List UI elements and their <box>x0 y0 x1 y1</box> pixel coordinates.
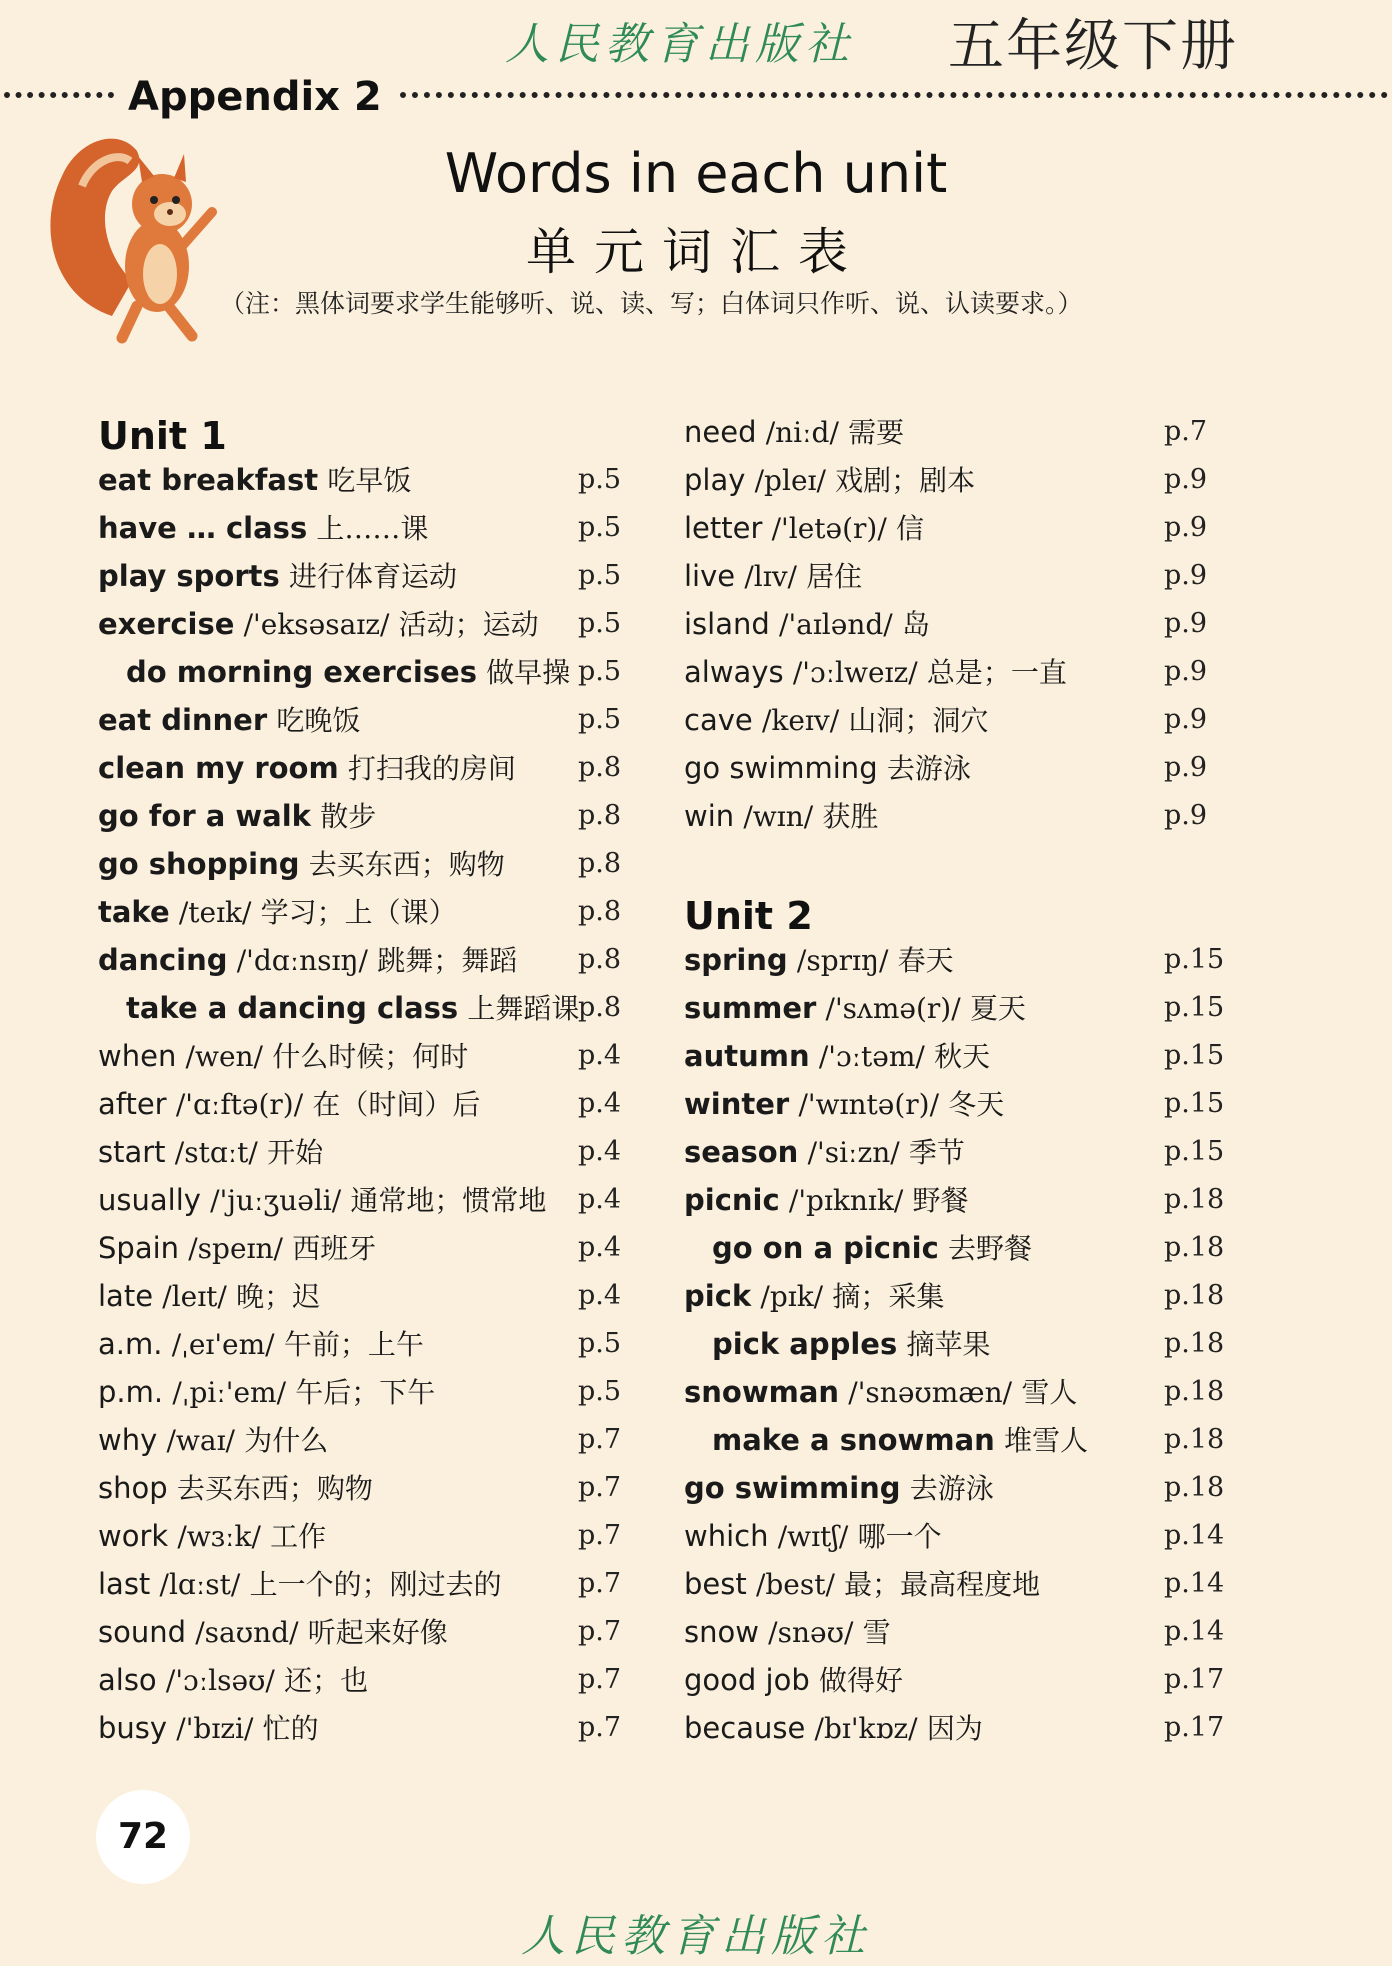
vocab-word: eat dinner <box>98 703 268 737</box>
vocab-meaning: 打扫我的房间 <box>347 752 516 785</box>
vocab-meaning: 摘苹果 <box>906 1328 991 1361</box>
vocab-word: autumn <box>684 1039 810 1073</box>
vocab-meaning: 上舞蹈课 <box>467 992 580 1025</box>
vocab-phonetic: /'letə(r)/ <box>771 512 887 545</box>
vocab-word: have … class <box>98 511 308 545</box>
vocab-meaning: 忙的 <box>262 1712 319 1745</box>
vocab-entry <box>684 408 1224 456</box>
vocab-page: p.7 <box>578 1664 622 1695</box>
vocab-page: p.8 <box>578 752 622 783</box>
vocab-entry <box>98 1320 622 1368</box>
vocab-entry <box>684 744 1224 792</box>
vocab-page: p.4 <box>578 1136 622 1167</box>
spacer <box>684 840 1224 888</box>
vocab-entry <box>684 1032 1224 1080</box>
vocab-page: p.8 <box>578 944 622 975</box>
vocab-phonetic: /saʊnd/ <box>195 1616 299 1649</box>
vocab-page: p.14 <box>1164 1616 1225 1647</box>
vocab-page: p.4 <box>578 1040 622 1071</box>
vocab-page: p.18 <box>1164 1328 1225 1359</box>
vocab-entry <box>98 744 622 792</box>
appendix-header <box>0 74 1392 120</box>
vocab-word: pick <box>684 1279 752 1313</box>
vocab-meaning: 什么时候；何时 <box>272 1040 469 1073</box>
vocab-entry <box>98 1176 622 1224</box>
vocab-entry <box>98 1368 622 1416</box>
vocab-page: p.9 <box>1164 608 1208 639</box>
vocab-phonetic: /'eksəsaɪz/ <box>243 608 390 641</box>
vocab-phonetic: /bɪ'kɒz/ <box>814 1712 918 1745</box>
vocab-meaning: 活动；运动 <box>398 608 539 641</box>
vocab-entry <box>98 1224 622 1272</box>
vocab-page: p.4 <box>578 1232 622 1263</box>
vocab-word: pick apples <box>712 1327 898 1361</box>
vocab-word: shop <box>98 1471 168 1505</box>
vocab-page: p.18 <box>1164 1424 1225 1455</box>
vocab-meaning: 秋天 <box>934 1040 991 1073</box>
vocab-word: season <box>684 1135 799 1169</box>
vocab-phonetic: /'wɪntə(r)/ <box>798 1088 940 1121</box>
vocab-entry <box>684 1512 1224 1560</box>
vocab-entry <box>684 936 1224 984</box>
vocab-meaning: 山洞；洞穴 <box>848 704 989 737</box>
vocab-phonetic: /lɑːst/ <box>159 1568 241 1601</box>
vocab-word: take a dancing class <box>126 991 459 1025</box>
grade-title: 五年级下册 <box>948 14 1238 79</box>
right-column <box>684 408 1224 1752</box>
vocab-meaning: 进行体育运动 <box>288 560 457 593</box>
vocab-meaning: 还；也 <box>284 1664 369 1697</box>
vocab-word: go on a picnic <box>712 1231 939 1265</box>
vocab-word: Spain <box>98 1231 180 1265</box>
vocab-meaning: 开始 <box>267 1136 324 1169</box>
vocab-entry <box>98 1512 622 1560</box>
vocab-word: live <box>684 559 736 593</box>
vocab-entry <box>684 984 1224 1032</box>
vocab-meaning: 在（时间）后 <box>312 1088 481 1121</box>
vocab-meaning: 去游泳 <box>886 752 971 785</box>
usage-note: （注：黑体词要求学生能够听、说、读、写；白体词只作听、说、认读要求。） <box>220 289 1083 318</box>
left-column <box>98 408 622 1752</box>
vocab-meaning: 雪人 <box>1021 1376 1078 1409</box>
vocab-page: p.14 <box>1164 1568 1225 1599</box>
vocab-word: go for a walk <box>98 799 311 833</box>
vocab-page: p.8 <box>578 800 622 831</box>
vocab-page: p.15 <box>1164 944 1225 975</box>
vocab-entry <box>98 984 622 1032</box>
vocab-phonetic: /'snəʊmæn/ <box>848 1376 1013 1409</box>
vocab-entry <box>684 1560 1224 1608</box>
vocab-page: p.9 <box>1164 512 1208 543</box>
vocab-page: p.7 <box>578 1712 622 1743</box>
vocab-entry <box>684 1368 1224 1416</box>
vocab-page: p.9 <box>1164 800 1208 831</box>
vocab-entry <box>684 1224 1224 1272</box>
vocab-entry <box>684 552 1224 600</box>
vocab-entry <box>98 1032 622 1080</box>
vocab-page: p.5 <box>578 656 622 687</box>
vocab-word: go swimming <box>684 751 878 785</box>
vocab-entry <box>98 1464 622 1512</box>
vocab-entry <box>98 456 622 504</box>
vocab-phonetic: /pleɪ/ <box>754 464 826 497</box>
vocab-page: p.8 <box>578 992 622 1023</box>
vocab-word: summer <box>684 991 817 1025</box>
vocab-entry <box>684 1176 1224 1224</box>
vocab-word: winter <box>684 1087 790 1121</box>
vocab-word: usually <box>98 1183 201 1217</box>
vocab-phonetic: /keɪv/ <box>761 704 840 737</box>
vocab-phonetic: /'ɔːtəm/ <box>818 1040 925 1073</box>
vocab-word: spring <box>684 943 788 977</box>
unit-heading-1: Unit 1 <box>98 414 227 458</box>
vocab-meaning: 雪 <box>862 1616 891 1649</box>
vocab-meaning: 西班牙 <box>292 1232 377 1265</box>
vocab-word: go swimming <box>684 1471 901 1505</box>
vocab-meaning: 上一个的；刚过去的 <box>249 1568 502 1601</box>
vocab-meaning: 冬天 <box>948 1088 1005 1121</box>
vocab-word: play sports <box>98 559 280 593</box>
vocab-meaning: 听起来好像 <box>307 1616 448 1649</box>
vocab-word: because <box>684 1711 806 1745</box>
vocab-meaning: 总是；一直 <box>926 656 1067 689</box>
vocab-word: always <box>684 655 784 689</box>
vocab-entry <box>98 504 622 552</box>
vocab-page: p.7 <box>578 1616 622 1647</box>
vocab-entry <box>684 1080 1224 1128</box>
vocab-page: p.5 <box>578 560 622 591</box>
vocab-entry <box>98 648 622 696</box>
vocab-entry <box>98 1704 622 1752</box>
vocab-meaning: 信 <box>896 512 925 545</box>
vocab-phonetic: /ˌeɪ'em/ <box>171 1328 275 1361</box>
vocab-phonetic: /wɪtʃ/ <box>777 1520 849 1553</box>
vocab-word: busy <box>98 1711 168 1745</box>
vocab-entry <box>684 1272 1224 1320</box>
vocab-meaning: 野餐 <box>912 1184 969 1217</box>
vocab-word: island <box>684 607 770 641</box>
vocab-word: eat breakfast <box>98 463 319 497</box>
vocab-word: play <box>684 463 746 497</box>
vocab-word: last <box>98 1567 151 1601</box>
vocab-meaning: 吃早饭 <box>327 464 412 497</box>
vocab-phonetic: /niːd/ <box>765 416 839 449</box>
vocab-meaning: 跳舞；舞蹈 <box>377 944 518 977</box>
vocab-meaning: 做早操 <box>486 656 571 689</box>
vocab-page: p.9 <box>1164 704 1208 735</box>
vocab-meaning: 摘；采集 <box>832 1280 945 1313</box>
vocab-word: dancing <box>98 943 228 977</box>
vocab-meaning: 散步 <box>320 800 377 833</box>
vocab-page: p.18 <box>1164 1184 1225 1215</box>
vocab-phonetic: /waɪ/ <box>166 1424 235 1457</box>
vocab-page: p.4 <box>578 1088 622 1119</box>
vocab-word: letter <box>684 511 763 545</box>
vocab-phonetic: /best/ <box>755 1568 835 1601</box>
vocab-word: which <box>684 1519 769 1553</box>
vocab-entry <box>98 888 622 936</box>
vocab-entry <box>98 696 622 744</box>
vocab-meaning: 最；最高程度地 <box>844 1568 1041 1601</box>
vocab-word: snow <box>684 1615 759 1649</box>
vocab-page: p.5 <box>578 1328 622 1359</box>
vocab-meaning: 午前；上午 <box>283 1328 424 1361</box>
vocab-page: p.15 <box>1164 992 1225 1023</box>
vocab-meaning: 居住 <box>806 560 863 593</box>
vocab-entry <box>684 792 1224 840</box>
vocab-word: also <box>98 1663 157 1697</box>
vocab-word: need <box>684 415 757 449</box>
vocab-entry <box>684 1464 1224 1512</box>
vocab-page: p.5 <box>578 1376 622 1407</box>
vocab-page: p.5 <box>578 608 622 639</box>
vocab-word: p.m. <box>98 1375 164 1409</box>
vocab-word: cave <box>684 703 753 737</box>
vocab-entry <box>684 1608 1224 1656</box>
vocab-word: a.m. <box>98 1327 163 1361</box>
vocab-phonetic: /pɪk/ <box>760 1280 824 1313</box>
vocab-phonetic: /'ɔːlsəʊ/ <box>165 1664 275 1697</box>
vocab-entry <box>684 648 1224 696</box>
vocab-entry <box>684 696 1224 744</box>
vocab-phonetic: /stɑːt/ <box>174 1136 258 1169</box>
vocab-word: start <box>98 1135 166 1169</box>
vocab-phonetic: /'siːzn/ <box>807 1136 900 1169</box>
vocab-entry <box>684 1416 1224 1464</box>
vocab-meaning: 晚；迟 <box>236 1280 321 1313</box>
vocab-word: clean my room <box>98 751 339 785</box>
vocab-page: p.18 <box>1164 1472 1225 1503</box>
vocab-phonetic: /'bɪzi/ <box>176 1712 254 1745</box>
vocab-phonetic: /snəʊ/ <box>768 1616 854 1649</box>
vocab-meaning: 获胜 <box>822 800 879 833</box>
vocab-word: go shopping <box>98 847 300 881</box>
vocab-word: after <box>98 1087 167 1121</box>
vocab-page: p.9 <box>1164 464 1208 495</box>
vocab-word: good job <box>684 1663 810 1697</box>
vocab-meaning: 去野餐 <box>948 1232 1033 1265</box>
vocab-page: p.8 <box>578 896 622 927</box>
vocab-page: p.4 <box>578 1280 622 1311</box>
dotted-rule-left <box>4 92 114 98</box>
vocab-meaning: 季节 <box>908 1136 965 1169</box>
vocab-word: late <box>98 1279 154 1313</box>
vocab-meaning: 为什么 <box>244 1424 329 1457</box>
vocab-entry <box>98 1128 622 1176</box>
vocab-entry <box>98 792 622 840</box>
page-title-chinese: 单元词汇表 <box>526 223 866 281</box>
vocab-page: p.18 <box>1164 1280 1225 1311</box>
vocab-meaning: 工作 <box>270 1520 327 1553</box>
vocab-meaning: 上……课 <box>316 512 429 545</box>
vocab-word: when <box>98 1039 177 1073</box>
vocab-word: exercise <box>98 607 235 641</box>
vocab-phonetic: /'dɑːnsɪŋ/ <box>236 944 368 977</box>
vocab-page: p.18 <box>1164 1232 1225 1263</box>
vocab-phonetic: /lɪv/ <box>744 560 797 593</box>
vocab-meaning: 吃晚饭 <box>276 704 361 737</box>
vocab-page: p.7 <box>1164 416 1208 447</box>
vocab-meaning: 夏天 <box>969 992 1026 1025</box>
vocab-entry <box>98 1560 622 1608</box>
vocab-word: take <box>98 895 170 929</box>
vocab-meaning: 岛 <box>901 608 930 641</box>
page-title: Words in each unit <box>444 142 948 205</box>
appendix-label: Appendix 2 <box>128 74 382 120</box>
vocab-page: p.7 <box>578 1472 622 1503</box>
vocab-word: best <box>684 1567 747 1601</box>
vocab-page: p.5 <box>578 704 622 735</box>
vocab-word: work <box>98 1519 169 1553</box>
vocab-page: p.9 <box>1164 752 1208 783</box>
vocab-page: p.8 <box>578 848 622 879</box>
vocab-entry <box>98 1416 622 1464</box>
vocab-page: p.5 <box>578 512 622 543</box>
publisher-logo-bottom: 人民教育出版社 <box>521 1911 871 1962</box>
dotted-rule-right <box>400 92 1388 98</box>
vocab-meaning: 哪一个 <box>857 1520 942 1553</box>
vocab-phonetic: /speɪn/ <box>188 1232 283 1265</box>
vocab-word: why <box>98 1423 158 1457</box>
vocab-phonetic: /'ɑːftə(r)/ <box>175 1088 304 1121</box>
vocab-page: p.4 <box>578 1184 622 1215</box>
vocab-meaning: 戏剧；剧本 <box>835 464 976 497</box>
vocab-entry <box>98 1608 622 1656</box>
vocab-entry <box>98 1080 622 1128</box>
page-number: 72 <box>96 1790 190 1884</box>
vocab-meaning: 堆雪人 <box>1004 1424 1089 1457</box>
vocab-entry <box>684 1128 1224 1176</box>
vocab-entry <box>98 600 622 648</box>
vocab-phonetic: /wɪn/ <box>743 800 814 833</box>
vocab-phonetic: /leɪt/ <box>162 1280 227 1313</box>
vocab-page: p.18 <box>1164 1376 1225 1407</box>
vocab-phonetic: /wɜːk/ <box>177 1520 261 1553</box>
vocab-entry <box>684 1320 1224 1368</box>
vocab-entry <box>98 1656 622 1704</box>
vocab-word: snowman <box>684 1375 840 1409</box>
vocab-phonetic: /'pɪknɪk/ <box>788 1184 904 1217</box>
vocab-page: p.9 <box>1164 560 1208 591</box>
vocab-entry <box>684 1704 1224 1752</box>
vocab-meaning: 需要 <box>848 416 905 449</box>
vocab-page: p.15 <box>1164 1040 1225 1071</box>
vocab-entry <box>98 1272 622 1320</box>
vocab-entry <box>98 840 622 888</box>
vocab-phonetic: /'sʌmə(r)/ <box>825 992 961 1025</box>
vocab-phonetic: /teɪk/ <box>178 896 252 929</box>
vocab-meaning: 春天 <box>897 944 954 977</box>
vocab-phonetic: /ˌpiː'em/ <box>172 1376 287 1409</box>
vocab-entry <box>684 504 1224 552</box>
vocab-word: sound <box>98 1615 187 1649</box>
vocab-page: p.9 <box>1164 656 1208 687</box>
vocab-page: p.15 <box>1164 1136 1225 1167</box>
vocab-page: p.5 <box>578 464 622 495</box>
vocab-meaning: 学习；上（课） <box>260 896 457 929</box>
vocab-entry <box>684 456 1224 504</box>
unit-heading-2: Unit 2 <box>684 894 813 938</box>
vocab-word: picnic <box>684 1183 780 1217</box>
vocab-phonetic: /sprɪŋ/ <box>796 944 889 977</box>
vocab-entry <box>684 600 1224 648</box>
vocab-page: p.15 <box>1164 1088 1225 1119</box>
vocab-phonetic: /'ɔːlweɪz/ <box>792 656 918 689</box>
vocab-meaning: 去买东西；购物 <box>308 848 505 881</box>
vocab-page: p.17 <box>1164 1664 1225 1695</box>
vocab-page: p.7 <box>578 1424 622 1455</box>
vocab-phonetic: /'juːʒuəli/ <box>210 1184 342 1217</box>
vocab-page: p.7 <box>578 1520 622 1551</box>
vocab-phonetic: /'aɪlənd/ <box>779 608 893 641</box>
vocab-page: p.7 <box>578 1568 622 1599</box>
vocab-meaning: 午后；下午 <box>295 1376 436 1409</box>
vocab-meaning: 去游泳 <box>909 1472 994 1505</box>
vocab-entry <box>684 1656 1224 1704</box>
vocab-page: p.14 <box>1164 1520 1225 1551</box>
vocab-word: make a snowman <box>712 1423 995 1457</box>
vocab-meaning: 去买东西；购物 <box>176 1472 373 1505</box>
vocab-meaning: 做得好 <box>818 1664 903 1697</box>
vocab-meaning: 因为 <box>926 1712 983 1745</box>
vocab-entry <box>98 936 622 984</box>
vocab-word: do morning exercises <box>126 655 477 689</box>
vocab-word: win <box>684 799 735 833</box>
vocab-page: p.17 <box>1164 1712 1225 1743</box>
vocab-meaning: 通常地；惯常地 <box>350 1184 547 1217</box>
publisher-logo-top: 人民教育出版社 <box>505 19 855 70</box>
vocab-entry <box>98 552 622 600</box>
vocab-phonetic: /wen/ <box>185 1040 263 1073</box>
